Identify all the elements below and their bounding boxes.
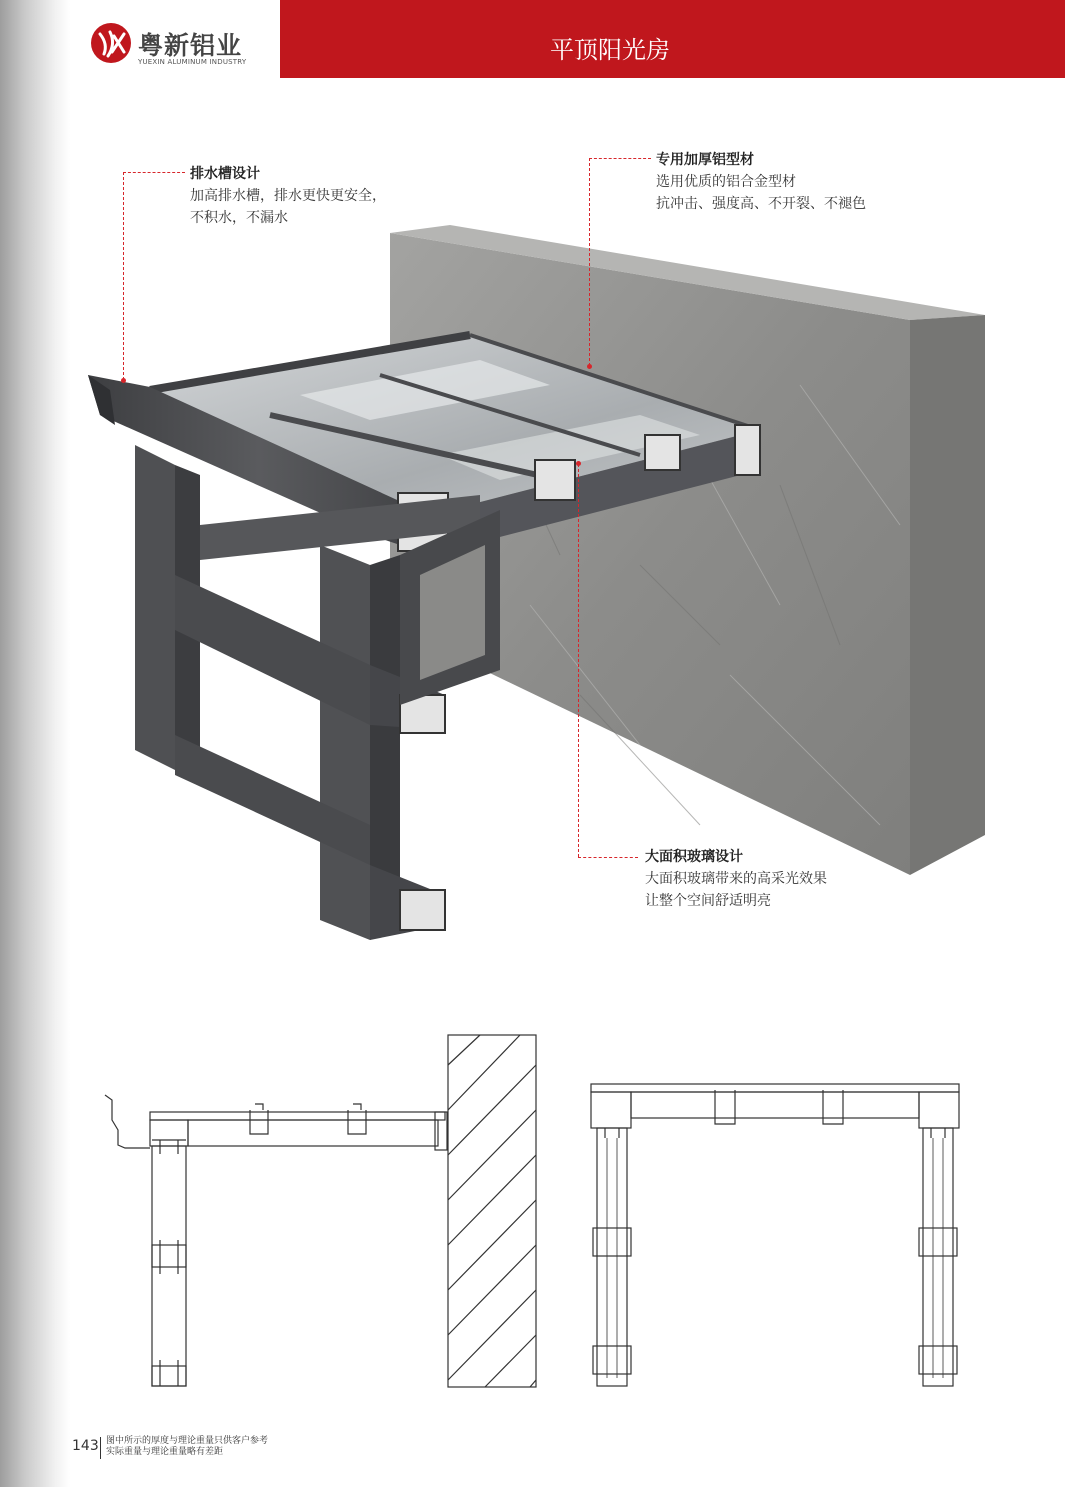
brand-logo-icon [90, 22, 132, 64]
glass-callout-line-h [578, 857, 638, 858]
annotation-profile [656, 149, 866, 215]
brand-name-en: YUEXIN ALUMINUM INDUSTRY [138, 58, 247, 66]
brand-name: 粤新铝业 [138, 31, 243, 60]
glass-callout-line-v [578, 464, 579, 857]
sunroom-3d-illustration [80, 225, 995, 955]
annotation-drain-line-1: 加高排水槽，排水更快更安全， [190, 188, 386, 204]
page-edge-shadow [0, 0, 70, 1487]
section-drawing-wall-mounted [100, 1030, 545, 1395]
profile-callout-line-h [589, 158, 651, 159]
annotation-drain [190, 163, 386, 229]
drain-callout-dot [121, 378, 126, 383]
footer-note-1: 图中所示的厚度与理论重量只供客户参考 [106, 1436, 269, 1446]
profile-callout-dot [587, 364, 592, 369]
annotation-drain-title: 排水槽设计 [190, 166, 260, 182]
footer-divider [100, 1437, 101, 1459]
drain-callout-line-v [123, 172, 124, 380]
annotation-glass-line-2: 让整个空间舒适明亮 [645, 893, 771, 909]
annotation-glass-title: 大面积玻璃设计 [645, 849, 743, 865]
drain-callout-line-h [123, 172, 185, 173]
profile-callout-line-v [589, 158, 590, 366]
footer-note-2: 实际重量与理论重量略有差距 [106, 1447, 224, 1457]
page-title: 平顶阳光房 [550, 36, 670, 64]
annotation-profile-title: 专用加厚铝型材 [656, 152, 754, 168]
annotation-profile-line-2: 抗冲击、强度高、不开裂、不褪色 [656, 196, 866, 212]
page-number: 143 [72, 1438, 99, 1454]
annotation-drain-line-2: 不积水，不漏水 [190, 210, 288, 226]
footer-notes [106, 1436, 268, 1458]
annotation-glass-line-1: 大面积玻璃带来的高采光效果 [645, 871, 827, 887]
section-drawing-freestanding [585, 1078, 970, 1393]
annotation-profile-line-1: 选用优质的铝合金型材 [656, 174, 796, 190]
annotation-glass [645, 846, 827, 912]
